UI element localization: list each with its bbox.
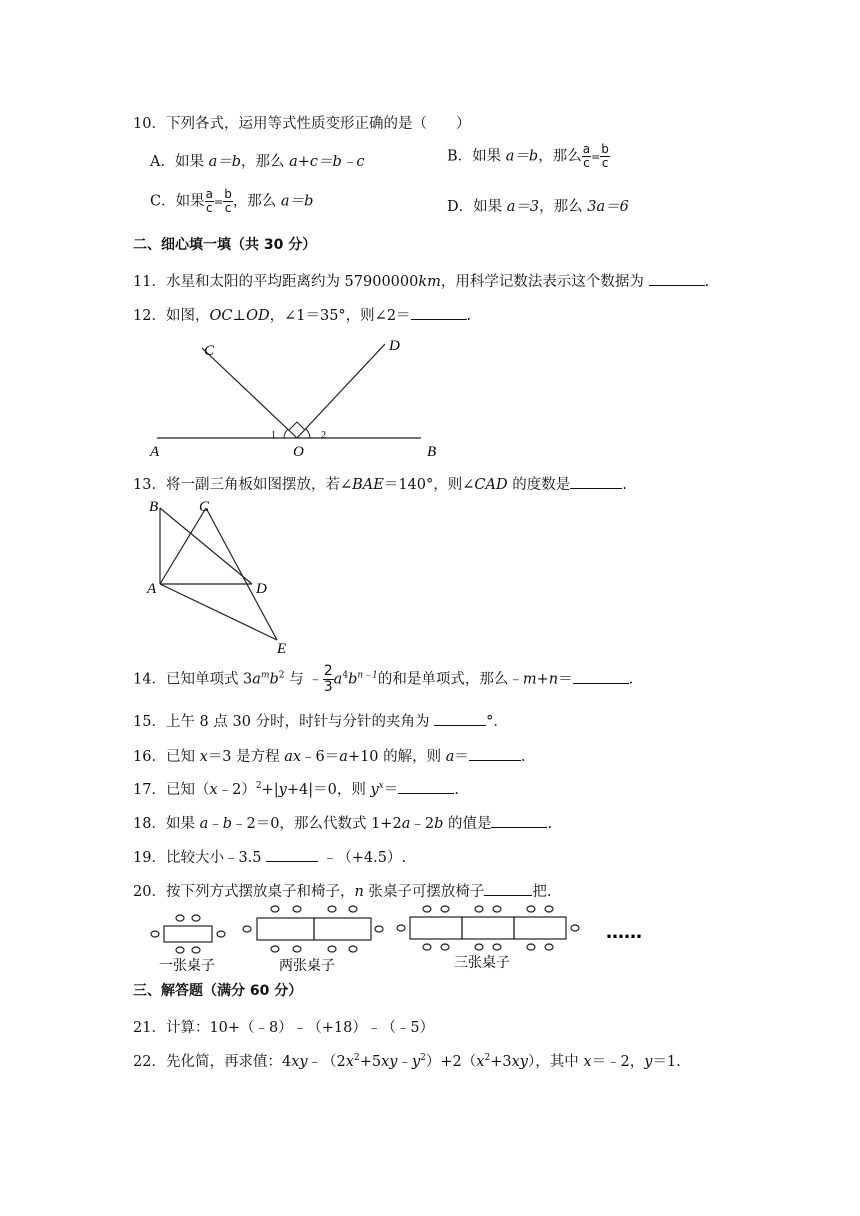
- label-o: O: [293, 444, 304, 460]
- label-d: D: [389, 338, 400, 354]
- label-b: B: [427, 444, 437, 460]
- label-a: A: [150, 444, 160, 460]
- q13-answer-blank[interactable]: [570, 474, 622, 489]
- q21: 21．计算：10+（﹣8）﹣（+18）﹣（﹣5）: [133, 1020, 435, 1036]
- q14-answer-blank[interactable]: [573, 669, 629, 684]
- section-2-heading: 二、细心填一填（共 30 分）: [133, 237, 317, 253]
- label-one-table: 一张桌子: [159, 958, 215, 974]
- ellipsis-dots: ……: [606, 922, 642, 943]
- q13: 13．将一副三角板如图摆放，若∠BAE＝140°，则∠CAD 的度数是 .: [133, 473, 627, 494]
- q15-answer-blank[interactable]: [434, 711, 486, 726]
- q16-answer-blank[interactable]: [469, 746, 521, 761]
- label-b: B: [149, 499, 159, 515]
- label-three-tables: 三张桌子: [454, 955, 510, 971]
- label-two-tables: 两张桌子: [279, 958, 335, 974]
- q15: 15．上午 8 点 30 分时，时针与分针的夹角为 °．: [133, 710, 508, 731]
- q19: 19．比较大小﹣3.5 ﹣（+4.5）.: [133, 846, 406, 867]
- label-e: E: [277, 641, 287, 657]
- q11: 11．水星和太阳的平均距离约为 57900000km，用科学记数法表示这个数据为 .: [133, 270, 709, 291]
- q17-answer-blank[interactable]: [398, 779, 454, 794]
- q12: 12．如图，OC⊥OD，∠1＝35°，则∠2＝ .: [133, 304, 471, 325]
- q11-answer-blank[interactable]: [649, 271, 705, 286]
- q14: 14．已知单项式 $3a^mb^2$ 与 ﹣ $\frac{2}{3}$ $a^4b^{n﹣1}$的和是单项式，那么﹣m+n＝ .: [133, 663, 634, 695]
- label-c: C: [204, 343, 215, 359]
- q22: 22．先化简，再求值：$4xy﹣(2x^2+5xy﹣y^2)+2(x^2+3xy)$，其中 x＝﹣2，y＝1.: [133, 1053, 681, 1070]
- q12-answer-blank[interactable]: [411, 305, 467, 320]
- q17: 17．已知（x﹣2）$^2$+|y+4|＝0，则 $y^x=$ .: [133, 778, 459, 799]
- q16: 16．已知 x＝3 是方程 ax﹣6＝a+10 的解，则 a＝ .: [133, 745, 526, 766]
- label-d: D: [256, 581, 267, 597]
- q18: 18．如果 a﹣b﹣2＝0，那么代数式 1+2a﹣2b 的值是 .: [133, 812, 552, 833]
- q10-option-b: B．如果 a＝b，那么 $\frac{a}{c}$ = $\frac{b}{c}$: [447, 142, 609, 170]
- angle-1-label: 1: [271, 430, 276, 441]
- q10-option-d: D．如果 a＝3，那么 3a＝6: [447, 199, 629, 215]
- q19-answer-blank[interactable]: [266, 847, 318, 862]
- q10-stem: 10．下列各式，运用等式性质变形正确的是（ ）: [133, 116, 471, 132]
- q18-answer-blank[interactable]: [491, 813, 547, 828]
- q20-answer-blank[interactable]: [484, 881, 532, 896]
- q20: 20．按下列方式摆放桌子和椅子，n 张桌子可摆放椅子 把.: [133, 880, 552, 901]
- figure-20-tables-chairs: [140, 900, 670, 978]
- angle-2-label: 2: [321, 430, 326, 441]
- label-a: A: [147, 581, 157, 597]
- figure-13-triangle-diagram: [140, 495, 300, 660]
- section-3-heading: 三、解答题（满分 60 分）: [133, 983, 303, 999]
- q10-option-c: C．如果 $\frac{a}{c}$ = $\frac{b}{c}$ ，那么 a＝b: [150, 187, 314, 215]
- figure-12-angle-diagram: [140, 330, 450, 462]
- label-c: C: [199, 499, 210, 515]
- q10-option-a: A．如果 a＝b，那么 a+c＝b﹣c: [150, 154, 365, 170]
